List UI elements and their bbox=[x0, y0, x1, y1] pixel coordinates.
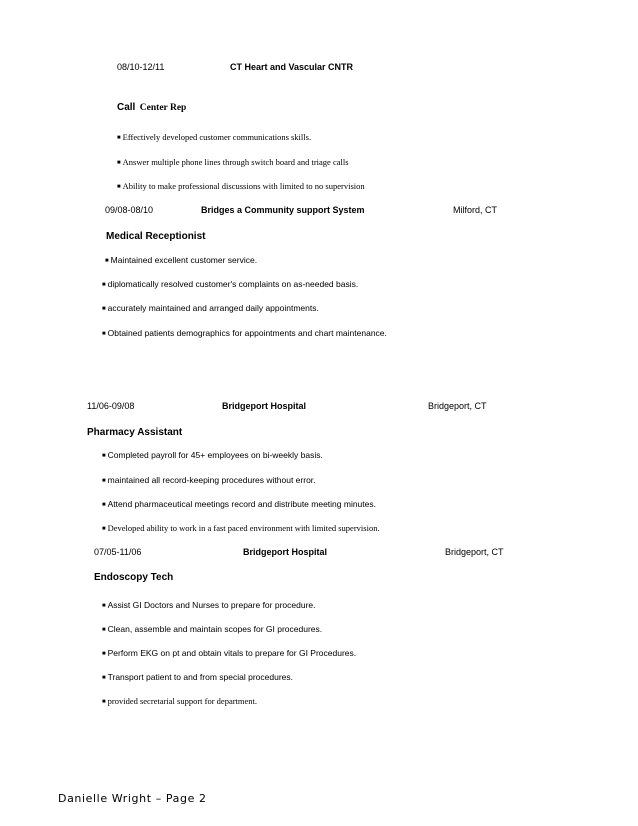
job3-bullet: ■ Completed payroll for 45+ employees on bi-weekly basis. bbox=[102, 450, 323, 460]
job1-title bbox=[117, 98, 186, 114]
bullet-square-icon: ■ bbox=[117, 160, 121, 166]
bullet-square-icon: ■ bbox=[102, 603, 106, 609]
bullet-square-icon: ■ bbox=[102, 502, 106, 508]
bullet-square-icon: ■ bbox=[102, 478, 106, 484]
job3-employer: Bridgeport Hospital bbox=[222, 401, 307, 411]
job3-bullet: ■ Attend pharmaceutical meetings record and distribute meeting minutes. bbox=[102, 499, 376, 509]
bullet-square-icon: ■ bbox=[117, 135, 121, 141]
job1-bullet: ■ Ability to make professional discussions with limited to no supervision bbox=[117, 181, 365, 191]
job3-bullet: ■ Developed ability to work in a fast paced environment with limited supervision. bbox=[102, 523, 380, 533]
job1-employer: CT Heart and Vascular CNTR bbox=[230, 62, 354, 72]
job4-dates: 07/05-11/06 bbox=[94, 547, 142, 557]
page-footer: Danielle Wright – Page 2 bbox=[58, 792, 207, 805]
job4-location: Bridgeport, CT bbox=[445, 547, 504, 557]
job2-location: Milford, CT bbox=[453, 205, 498, 215]
job4-bullet: ■ Transport patient to and from special procedures. bbox=[102, 672, 293, 682]
job2-title: Medical Receptionist bbox=[106, 231, 206, 242]
job1-title-main: Call bbox=[117, 102, 136, 113]
job2-bullet: ■ Obtained patients demographics for appointments and chart maintenance. bbox=[102, 328, 387, 338]
job1-bullet: ■ Answer multiple phone lines through switch board and triage calls bbox=[117, 157, 349, 167]
job1-bullet: ■ Effectively developed customer communications skills. bbox=[117, 132, 312, 142]
bullet-square-icon: ■ bbox=[102, 331, 106, 337]
bullet-square-icon: ■ bbox=[102, 526, 106, 532]
bullet-square-icon: ■ bbox=[117, 184, 121, 190]
bullet-square-icon: ■ bbox=[102, 651, 106, 657]
job4-employer: Bridgeport Hospital bbox=[243, 547, 328, 557]
job2-bullet: ■ Maintained excellent customer service. bbox=[105, 255, 258, 265]
job3-title: Pharmacy Assistant bbox=[87, 427, 183, 438]
job3-location: Bridgeport, CT bbox=[428, 401, 487, 411]
bullet-square-icon: ■ bbox=[105, 258, 109, 264]
job4-bullet: ■ Assist GI Doctors and Nurses to prepare for procedure. bbox=[102, 600, 316, 610]
job2-employer: Bridges a Community support System bbox=[201, 205, 365, 215]
bullet-square-icon: ■ bbox=[102, 282, 106, 288]
job4-title: Endoscopy Tech bbox=[94, 572, 174, 583]
job2-dates: 09/08-08/10 bbox=[105, 205, 154, 215]
bullet-square-icon: ■ bbox=[102, 675, 106, 681]
job4-bullet: ■ Clean, assemble and maintain scopes for GI procedures. bbox=[102, 624, 323, 634]
job2-bullet: ■ accurately maintained and arranged daily appointments. bbox=[102, 303, 319, 313]
job1-dates: 08/10-12/11 bbox=[117, 62, 165, 72]
job4-bullet: ■ provided secretarial support for department. bbox=[102, 696, 258, 706]
bullet-square-icon: ■ bbox=[102, 627, 106, 633]
job1-title-suffix: Center Rep bbox=[139, 103, 187, 113]
job2-bullet: ■ diplomatically resolved customer's complaints on as-needed basis. bbox=[102, 279, 359, 289]
bullet-square-icon: ■ bbox=[102, 453, 106, 459]
bullet-square-icon: ■ bbox=[102, 699, 106, 705]
job3-bullet: ■ maintained all record-keeping procedures without error. bbox=[102, 475, 316, 485]
bullet-square-icon: ■ bbox=[102, 306, 106, 312]
job3-dates: 11/06-09/08 bbox=[87, 401, 135, 411]
job4-bullet: ■ Perform EKG on pt and obtain vitals to prepare for GI Procedures. bbox=[102, 648, 357, 658]
